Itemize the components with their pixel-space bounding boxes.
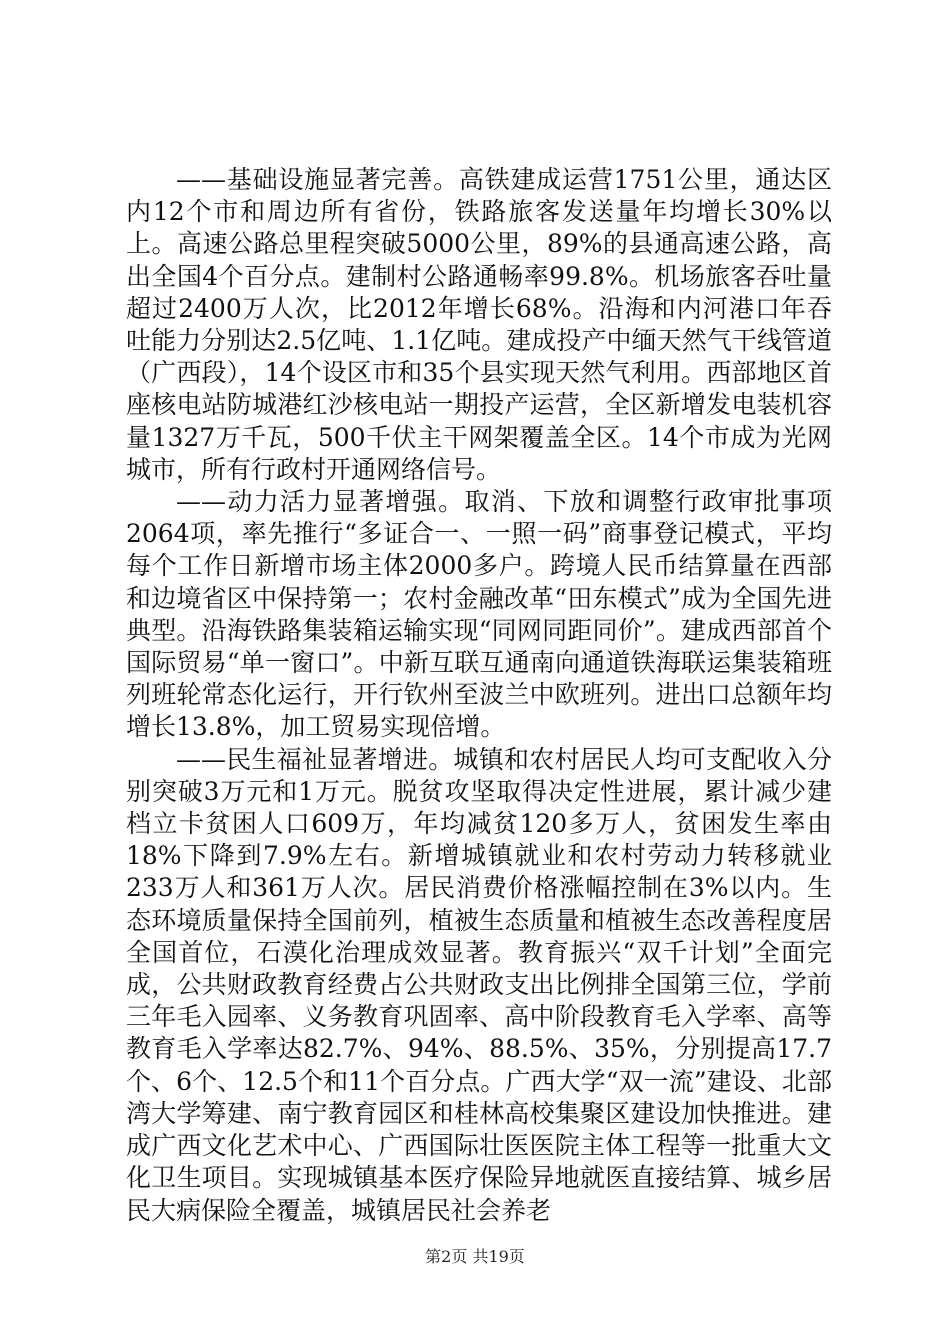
paragraph-vitality: ——动力活力显著增强。取消、下放和调整行政审批事项2064项，率先推行“多证合一、一照一码”商事登记模式，平均每个工作日新增市场主体2000多户。跨境人民币结算量在西部和边境省区中保持第一；农村金融改革“田东模式”成为全国先进典型。沿海铁路集装箱运输实现“同网同距同价”。建成西部首个国际贸易“单一窗口”。中新互联互通南向通道铁海联运集装箱班列班轮常态化运行，开行钦州至波兰中欧班列。进出口总额年均增长13.8%，加工贸易实现倍增。: [126, 487, 832, 742]
page-footer: 第2页 共19页: [425, 1247, 525, 1266]
paragraph-infrastructure: ——基础设施显著完善。高铁建成运营1751公里，通达区内12个市和周边所有省份，铁路旅客发送量年均增长30%以上。高速公路总里程突破5000公里，89%的县通高速公路，高出全国4个百分点。建制村公路通畅率99.8%。机场旅客吞吐量超过2400万人次，比2012年增长68%。沿海和内河港口年吞吐能力分别达2.5亿吨、1.1亿吨。建成投产中缅天然气干线管道（广西段），14个设区市和35个县实现天然气利用。西部地区首座核电站防城港红沙核电站一期投产运营，全区新增发电装机容量1327万千瓦，500千伏主干网架覆盖全区。14个市成为光网城市，所有行政村开通网络信号。: [126, 165, 832, 484]
paragraph-livelihood: ——民生福祉显著增进。城镇和农村居民人均可支配收入分别突破3万元和1万元。脱贫攻坚取得决定性进展，累计减少建档立卡贫困人口609万，年均减贫120多万人，贫困发生率由18%下降到7.9%左右。新增城镇就业和农村劳动力转移就业233万人和361万人次。居民消费价格涨幅控制在3%以内。生态环境质量保持全国前列，植被生态质量和植被生态改善程度居全国首位，石漠化治理成效显著。教育振兴“双千计划”全面完成，公共财政教育经费占公共财政支出比例排全国第三位，学前三年毛入园率、义务教育巩固率、高中阶段教育毛入学率、高等教育毛入学率达82.7%、94%、88.5%、35%，分别提高17.7个、6个、12.5个和11个百分点。广西大学“双一流”建设、北部湾大学筹建、南宁教育园区和桂林高校集聚区建设加快推进。建成广西文化艺术中心、广西国际壮医医院主体工程等一批重大文化卫生项目。实现城镇基本医疗保险异地就医直接结算、城乡居民大病保险全覆盖，城镇居民社会养老: [126, 744, 832, 1225]
document-body: [126, 164, 832, 1227]
